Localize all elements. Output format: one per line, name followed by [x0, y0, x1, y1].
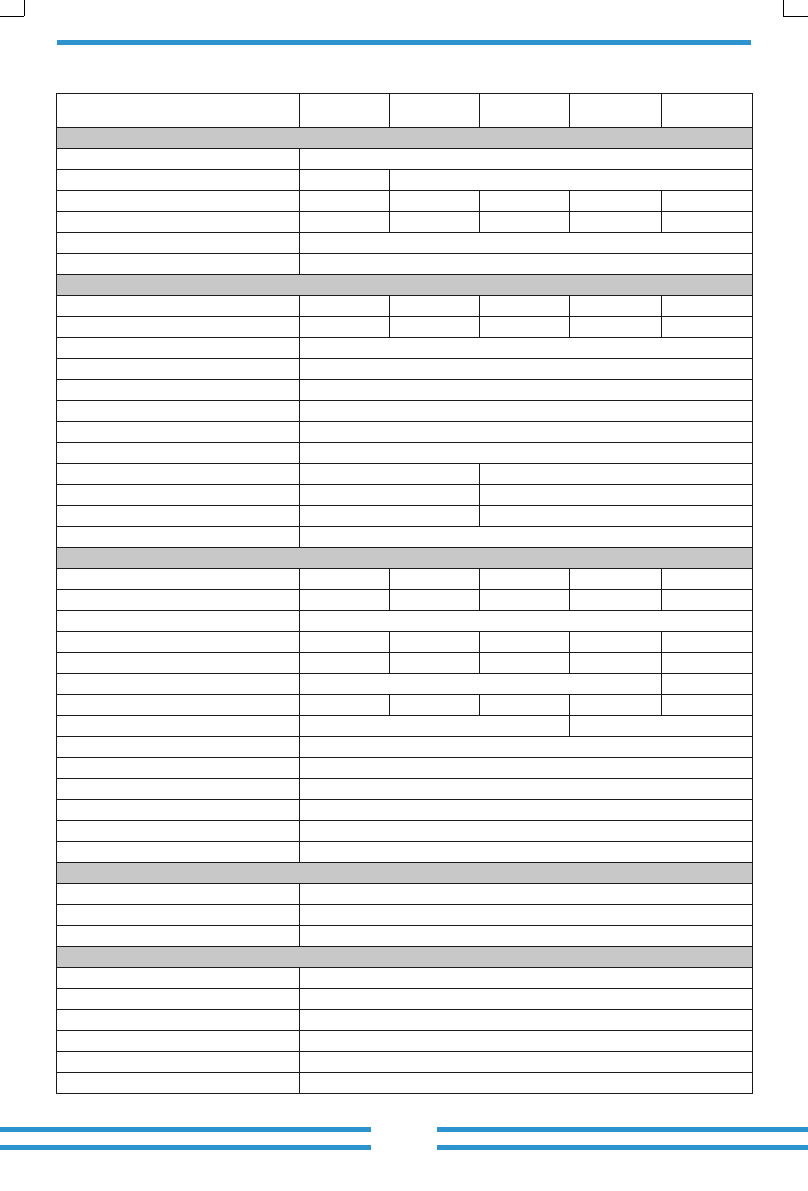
value-cell — [300, 1010, 753, 1031]
table-row — [57, 296, 753, 317]
value-cell — [390, 590, 480, 611]
table-row — [57, 506, 753, 527]
section-header-row — [57, 275, 753, 296]
row-label-cell — [57, 338, 300, 359]
section-header-cell — [57, 863, 753, 884]
header-model-cell — [300, 94, 390, 128]
value-cell — [300, 233, 753, 254]
table-row — [57, 590, 753, 611]
value-cell — [480, 485, 753, 506]
header-label-cell — [57, 94, 300, 128]
crop-mark-top-right-vertical — [783, 0, 784, 16]
row-label-cell — [57, 695, 300, 716]
row-label-cell — [57, 317, 300, 338]
value-cell — [662, 632, 753, 653]
table-row — [57, 884, 753, 905]
value-cell — [300, 758, 753, 779]
spec-table-body — [57, 94, 753, 1094]
table-row — [57, 443, 753, 464]
table-row — [57, 926, 753, 947]
section-header-row — [57, 863, 753, 884]
header-model-cell — [480, 94, 570, 128]
table-row — [57, 191, 753, 212]
value-cell — [300, 800, 753, 821]
row-label-cell — [57, 254, 300, 275]
value-cell — [300, 842, 753, 863]
value-cell — [300, 506, 480, 527]
value-cell — [662, 191, 753, 212]
value-cell — [662, 296, 753, 317]
table-row — [57, 1031, 753, 1052]
value-cell — [300, 359, 753, 380]
row-label-cell — [57, 464, 300, 485]
value-cell — [300, 569, 390, 590]
value-cell — [570, 653, 662, 674]
value-cell — [300, 989, 753, 1010]
row-label-cell — [57, 884, 300, 905]
table-row — [57, 527, 753, 548]
value-cell — [300, 296, 390, 317]
value-cell — [300, 905, 753, 926]
value-cell — [300, 485, 480, 506]
value-cell — [480, 296, 570, 317]
value-cell — [300, 401, 753, 422]
value-cell — [300, 191, 390, 212]
value-cell — [300, 590, 390, 611]
row-label-cell — [57, 443, 300, 464]
value-cell — [662, 317, 753, 338]
row-label-cell — [57, 716, 300, 737]
row-label-cell — [57, 485, 300, 506]
table-row — [57, 1052, 753, 1073]
table-row — [57, 968, 753, 989]
row-label-cell — [57, 926, 300, 947]
value-cell — [300, 968, 753, 989]
value-cell — [480, 695, 570, 716]
table-row — [57, 716, 753, 737]
footer-bar-left-upper — [0, 1127, 371, 1132]
value-cell — [300, 422, 753, 443]
section-header-row — [57, 947, 753, 968]
table-row — [57, 233, 753, 254]
row-label-cell — [57, 674, 300, 695]
value-cell — [480, 317, 570, 338]
value-cell — [300, 254, 753, 275]
row-label-cell — [57, 800, 300, 821]
value-cell — [300, 632, 390, 653]
table-row — [57, 800, 753, 821]
value-cell — [300, 149, 753, 170]
row-label-cell — [57, 1031, 300, 1052]
value-cell — [390, 191, 480, 212]
value-cell — [480, 632, 570, 653]
table-row — [57, 1073, 753, 1094]
value-cell — [390, 317, 480, 338]
row-label-cell — [57, 758, 300, 779]
table-row — [57, 380, 753, 401]
value-cell — [300, 464, 480, 485]
header-model-cell — [662, 94, 753, 128]
table-header-row — [57, 94, 753, 128]
value-cell — [480, 191, 570, 212]
value-cell — [300, 527, 753, 548]
value-cell — [662, 653, 753, 674]
row-label-cell — [57, 359, 300, 380]
crop-mark-top-right-horizontal — [783, 16, 808, 17]
crop-mark-top-left-horizontal — [0, 16, 24, 17]
value-cell — [480, 212, 570, 233]
row-label-cell — [57, 380, 300, 401]
table-row — [57, 401, 753, 422]
table-row — [57, 905, 753, 926]
value-cell — [300, 1031, 753, 1052]
value-cell — [570, 716, 753, 737]
table-row — [57, 653, 753, 674]
table-row — [57, 695, 753, 716]
footer-bar-right-upper — [437, 1127, 808, 1132]
row-label-cell — [57, 1052, 300, 1073]
header-accent-bar — [57, 40, 751, 45]
value-cell — [480, 464, 753, 485]
section-header-row — [57, 548, 753, 569]
footer-bar-left-lower — [0, 1145, 371, 1150]
value-cell — [390, 569, 480, 590]
value-cell — [480, 590, 570, 611]
row-label-cell — [57, 296, 300, 317]
row-label-cell — [57, 401, 300, 422]
table-row — [57, 485, 753, 506]
value-cell — [570, 317, 662, 338]
table-row — [57, 821, 753, 842]
table-row — [57, 1010, 753, 1031]
value-cell — [300, 338, 753, 359]
row-label-cell — [57, 1010, 300, 1031]
value-cell — [300, 1073, 753, 1094]
value-cell — [300, 674, 662, 695]
row-label-cell — [57, 968, 300, 989]
value-cell — [300, 926, 753, 947]
section-header-row — [57, 128, 753, 149]
value-cell — [300, 170, 390, 191]
value-cell — [300, 716, 570, 737]
table-row — [57, 317, 753, 338]
value-cell — [390, 212, 480, 233]
row-label-cell — [57, 989, 300, 1010]
value-cell — [570, 590, 662, 611]
header-model-cell — [570, 94, 662, 128]
table-row — [57, 569, 753, 590]
row-label-cell — [57, 149, 300, 170]
value-cell — [300, 884, 753, 905]
crop-mark-top-left-vertical — [24, 0, 25, 16]
row-label-cell — [57, 737, 300, 758]
value-cell — [570, 191, 662, 212]
value-cell — [390, 296, 480, 317]
value-cell — [662, 695, 753, 716]
value-cell — [390, 653, 480, 674]
value-cell — [570, 632, 662, 653]
table-row — [57, 632, 753, 653]
row-label-cell — [57, 212, 300, 233]
row-label-cell — [57, 905, 300, 926]
value-cell — [390, 695, 480, 716]
row-label-cell — [57, 569, 300, 590]
value-cell — [570, 296, 662, 317]
table-row — [57, 359, 753, 380]
table-row — [57, 149, 753, 170]
section-header-cell — [57, 275, 753, 296]
table-row — [57, 254, 753, 275]
row-label-cell — [57, 191, 300, 212]
value-cell — [300, 212, 390, 233]
value-cell — [300, 1052, 753, 1073]
value-cell — [300, 821, 753, 842]
row-label-cell — [57, 1073, 300, 1094]
row-label-cell — [57, 590, 300, 611]
value-cell — [480, 653, 570, 674]
value-cell — [300, 737, 753, 758]
table-row — [57, 611, 753, 632]
value-cell — [570, 695, 662, 716]
row-label-cell — [57, 527, 300, 548]
row-label-cell — [57, 821, 300, 842]
table-row — [57, 338, 753, 359]
row-label-cell — [57, 842, 300, 863]
table-row — [57, 758, 753, 779]
row-label-cell — [57, 170, 300, 191]
row-label-cell — [57, 653, 300, 674]
value-cell — [570, 212, 662, 233]
value-cell — [300, 380, 753, 401]
section-header-cell — [57, 548, 753, 569]
table-row — [57, 422, 753, 443]
value-cell — [662, 674, 753, 695]
value-cell — [300, 695, 390, 716]
value-cell — [662, 212, 753, 233]
value-cell — [300, 611, 753, 632]
section-header-cell — [57, 947, 753, 968]
value-cell — [300, 317, 390, 338]
value-cell — [300, 779, 753, 800]
value-cell — [662, 569, 753, 590]
value-cell — [480, 506, 753, 527]
value-cell — [390, 632, 480, 653]
value-cell — [662, 590, 753, 611]
section-header-cell — [57, 128, 753, 149]
table-row — [57, 842, 753, 863]
row-label-cell — [57, 779, 300, 800]
table-row — [57, 212, 753, 233]
value-cell — [300, 653, 390, 674]
row-label-cell — [57, 422, 300, 443]
value-cell — [390, 170, 753, 191]
header-model-cell — [390, 94, 480, 128]
table-row — [57, 737, 753, 758]
spec-table — [56, 93, 753, 1094]
row-label-cell — [57, 506, 300, 527]
table-row — [57, 674, 753, 695]
row-label-cell — [57, 233, 300, 254]
value-cell — [480, 569, 570, 590]
footer-bar-right-lower — [437, 1145, 808, 1150]
row-label-cell — [57, 632, 300, 653]
value-cell — [570, 569, 662, 590]
table-row — [57, 779, 753, 800]
table-row — [57, 170, 753, 191]
row-label-cell — [57, 611, 300, 632]
table-row — [57, 989, 753, 1010]
value-cell — [300, 443, 753, 464]
table-row — [57, 464, 753, 485]
